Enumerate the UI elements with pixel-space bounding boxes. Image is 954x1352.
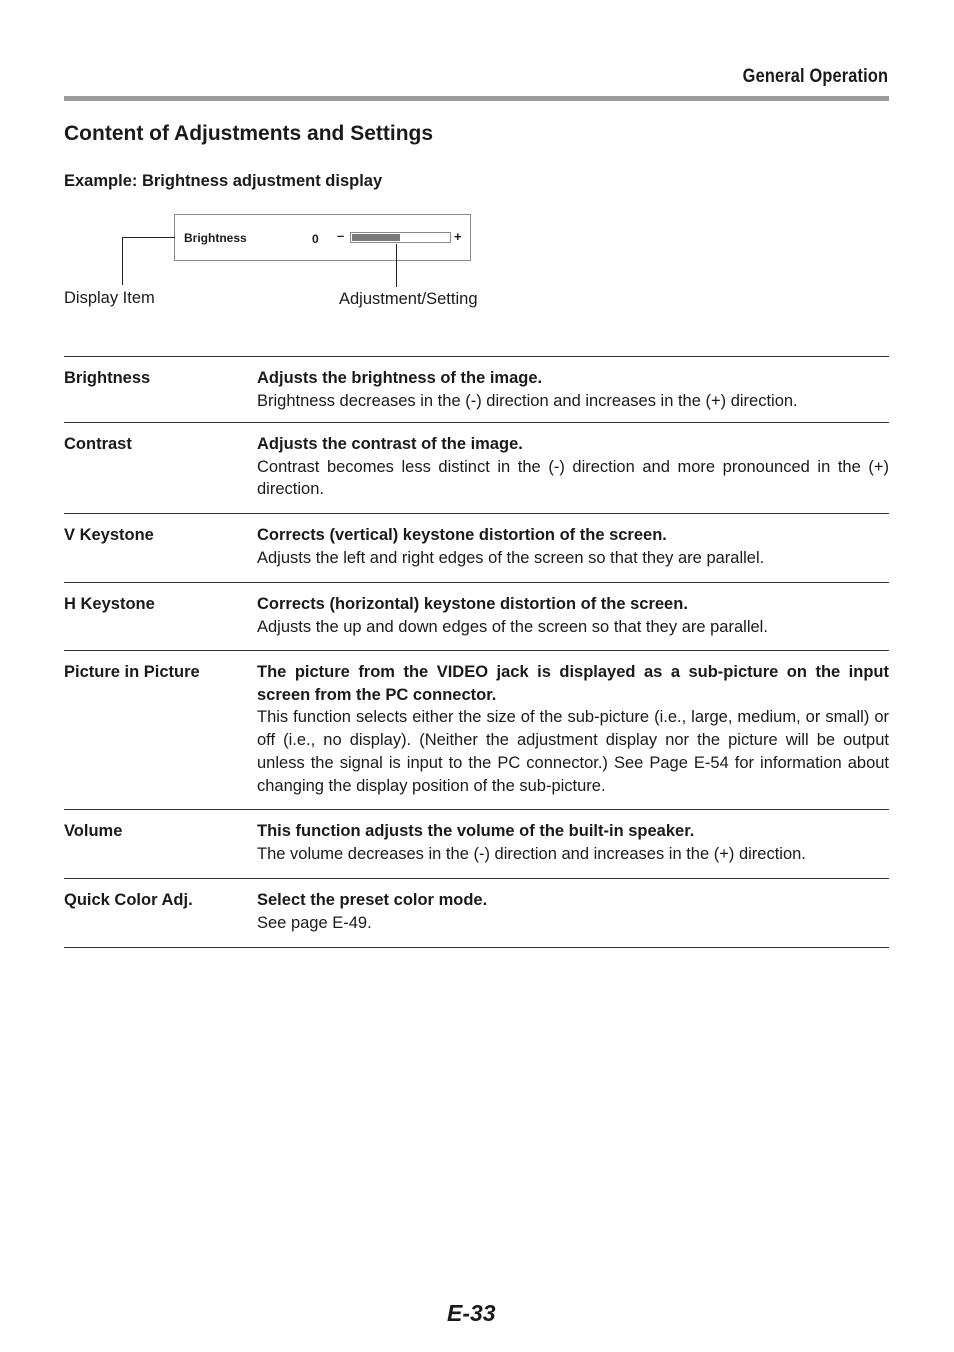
table-row: [64, 514, 889, 583]
setting-summary: Select the preset color mode.: [257, 891, 488, 909]
page-number: E-33: [447, 1300, 496, 1326]
setting-detail: This function selects either the size of the sub-picture (i.e., large, medium, or small) or off (i.e., no display). (Neither the adjustment display nor the picture will be output unless the signal is input to the PC connector.) See Page E-54 for information about changing the display position of the sub-picture.: [257, 708, 889, 795]
setting-name: Volume: [64, 822, 123, 840]
table-row: [64, 879, 889, 948]
table-row: [64, 357, 889, 423]
table-row: [64, 583, 889, 651]
section-header: General Operation: [742, 66, 888, 87]
display-item-leader-horizontal: [122, 237, 175, 238]
osd-plus-sign: +: [454, 229, 462, 244]
display-item-leader-vertical: [122, 237, 123, 285]
setting-description: [257, 524, 889, 572]
setting-summary: The picture from the VIDEO jack is displayed as a sub-picture on the input screen from the PC connector.: [257, 663, 889, 704]
setting-detail: Brightness decreases in the (-) direction and increases in the (+) direction.: [257, 391, 798, 410]
setting-name: Quick Color Adj.: [64, 891, 193, 909]
setting-summary: Corrects (horizontal) keystone distortion of the screen.: [257, 595, 688, 613]
settings-table: [64, 356, 889, 948]
setting-name: V Keystone: [64, 526, 154, 544]
setting-summary: Corrects (vertical) keystone distortion of the screen.: [257, 526, 667, 544]
osd-value: 0: [312, 232, 319, 246]
setting-name: Picture in Picture: [64, 663, 200, 681]
page-title: Content of Adjustments and Settings: [64, 122, 434, 145]
setting-detail: Contrast becomes less distinct in the (-) direction and more pronounced in the (+) direction.: [257, 457, 889, 499]
adjustment-callout: Adjustment/Setting: [339, 290, 478, 308]
osd-label: Brightness: [184, 231, 247, 245]
example-caption: Example: Brightness adjustment display: [64, 172, 383, 190]
table-row: [64, 810, 889, 879]
setting-summary: This function adjusts the volume of the built-in speaker.: [257, 822, 695, 840]
setting-description: [257, 820, 889, 868]
setting-description: [257, 661, 889, 799]
setting-name: Contrast: [64, 435, 132, 453]
setting-detail: See page E-49.: [257, 913, 372, 932]
setting-name: H Keystone: [64, 595, 155, 613]
display-item-callout: Display Item: [64, 289, 155, 307]
setting-description: [257, 433, 889, 503]
setting-summary: Adjusts the brightness of the image.: [257, 369, 543, 387]
setting-detail: Adjusts the up and down edges of the screen so that they are parallel.: [257, 617, 768, 636]
osd-level-fill: [352, 234, 400, 241]
setting-description: [257, 593, 889, 640]
setting-name: Brightness: [64, 369, 151, 387]
osd-level-bar: [350, 232, 451, 243]
setting-description: [257, 889, 889, 937]
osd-example-box: [174, 214, 471, 261]
setting-detail: The volume decreases in the (-) direction and increases in the (+) direction.: [257, 844, 806, 863]
header-rule: [64, 96, 889, 101]
adjustment-leader-vertical: [396, 244, 397, 287]
setting-description: [257, 367, 889, 412]
table-row: [64, 651, 889, 810]
table-row: [64, 423, 889, 514]
setting-summary: Adjusts the contrast of the image.: [257, 435, 523, 453]
osd-minus-sign: –: [337, 228, 345, 243]
setting-detail: Adjusts the left and right edges of the screen so that they are parallel.: [257, 548, 765, 567]
